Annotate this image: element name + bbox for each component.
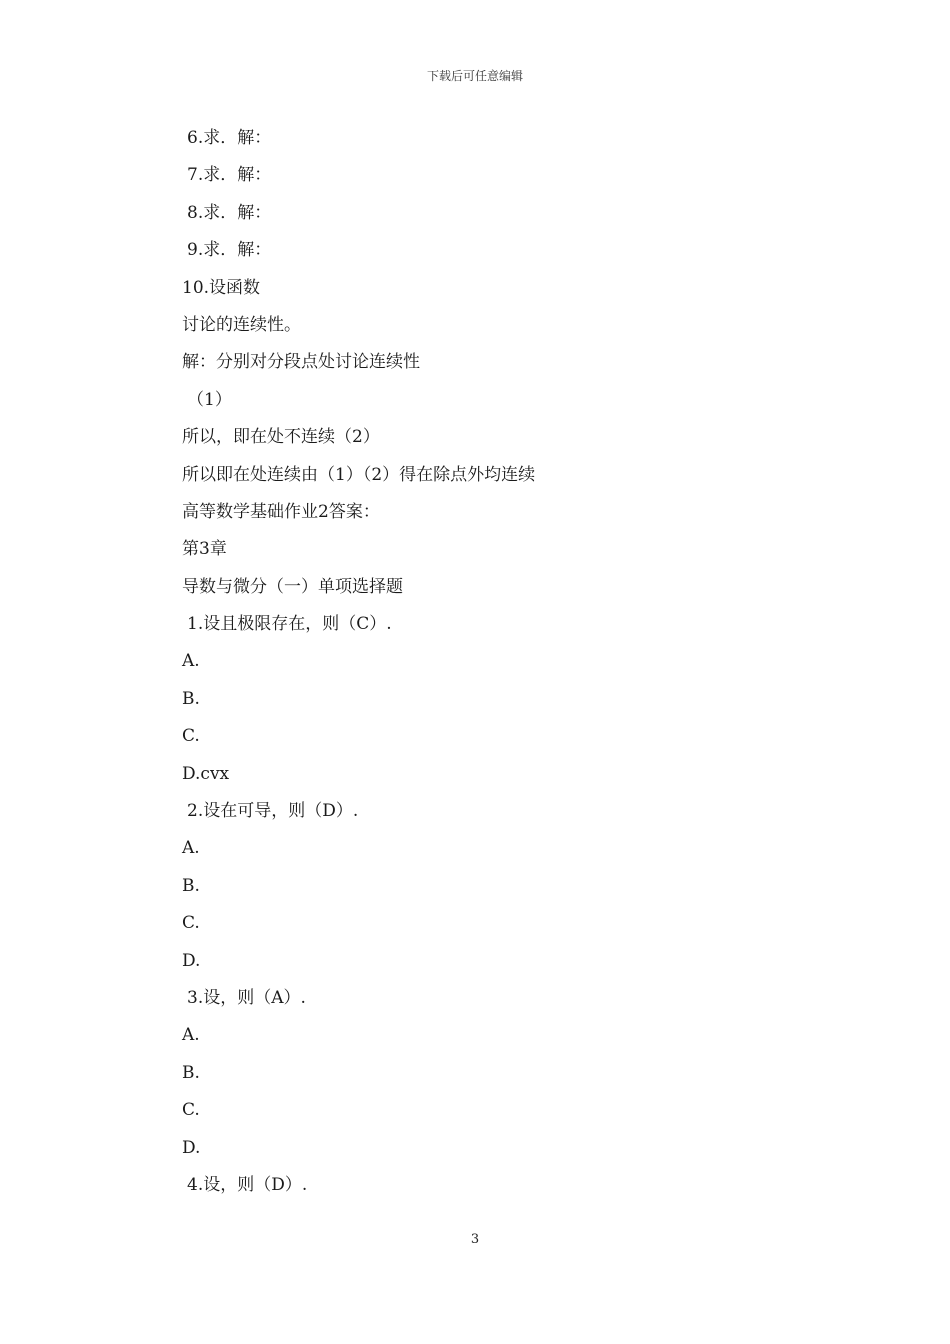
- text-line: 第3章: [182, 539, 227, 560]
- document-body: [182, 124, 802, 1208]
- text-line: D.cvx: [182, 763, 230, 784]
- page-header: 下载后可任意编辑: [426, 69, 523, 83]
- text-line: C.: [182, 913, 200, 934]
- text-line: 解：分别对分段点处讨论连续性: [182, 352, 420, 373]
- text-line: 导数与微分（一）单项选择题: [182, 576, 403, 597]
- text-line: （1）: [187, 389, 232, 410]
- text-line: A.: [182, 651, 200, 672]
- text-line: 6.求．解：: [187, 128, 272, 148]
- page-number: 3: [470, 1232, 480, 1247]
- text-line: C.: [182, 1100, 200, 1121]
- text-line: D.: [182, 950, 201, 971]
- text-line: 10.设函数: [182, 277, 261, 298]
- text-line: A.: [182, 1025, 200, 1046]
- text-line: 所以即在处连续由（1）（2）得在除点外均连续: [182, 464, 536, 485]
- text-line: A.: [182, 838, 200, 859]
- text-line: B.: [182, 1062, 200, 1083]
- text-line: 9.求．解：: [187, 240, 272, 261]
- text-line: B.: [182, 688, 200, 709]
- text-line: 3.设，则（A）.: [187, 987, 306, 1008]
- text-line: D.: [182, 1137, 201, 1158]
- text-line: 8.求．解：: [187, 202, 272, 223]
- text-line: 7.求．解：: [187, 165, 272, 186]
- text-line: 4.设，则（D）.: [187, 1174, 308, 1195]
- text-line: C.: [182, 726, 200, 747]
- text-line: 1.设且极限存在，则（C）.: [187, 614, 392, 635]
- text-line: 所以，即在处不连续（2）: [182, 427, 380, 448]
- text-line: 讨论的连续性。: [182, 314, 301, 335]
- text-line: 2.设在可导，则（D）.: [187, 801, 359, 822]
- text-line: B.: [182, 875, 200, 896]
- text-line: 高等数学基础作业2答案：: [182, 501, 380, 522]
